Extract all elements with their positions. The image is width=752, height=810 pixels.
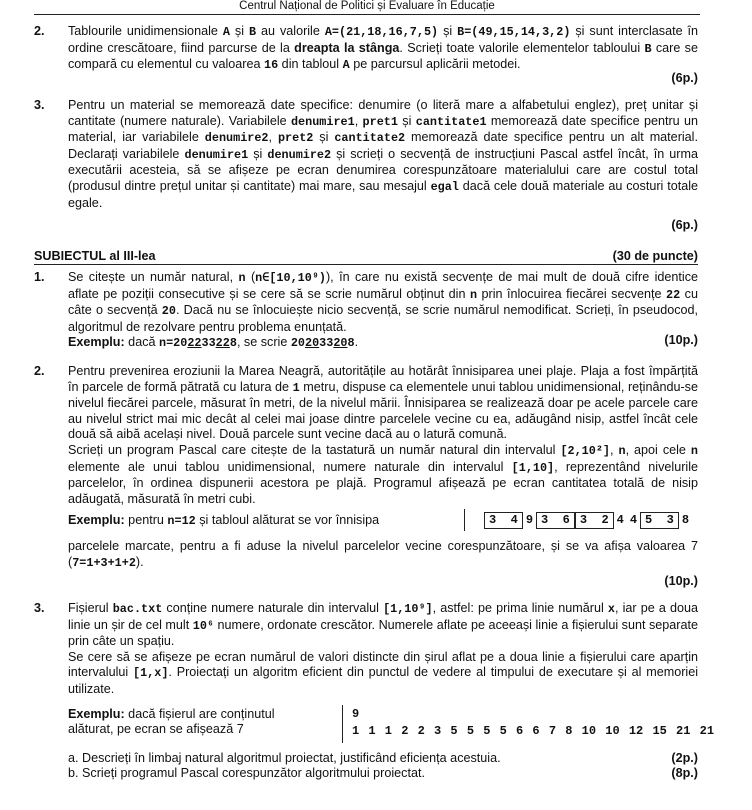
question-text: Pentru un material se memorează date specifice: denumire (o literă mare a alfabetului englez), preț unitar și cantitate (numere naturale). Variabilele denumire1, pret1 și cantitate1 memorează date specifice pentru un material, iar variabilele denumire2, pret2 și cantitate2 memorează date specifice pentru un alt material. Declarați variabilele denumire1 și denumire2 și scrieți o secvență de instrucțiuni Pascal astfel încât, în urma executării acesteia, să se afișeze pe ecran denumirea corespunzătoare materialului care are costul total (produsul dintre prețul unitar și cantitate) mai mare, sau mesajul egal dacă cele două materiale au costuri totale egale. [68,98,699,210]
question-number: 3. [34,98,45,112]
s3-question-3 [34,601,715,782]
points-badge: (10p.) [664,333,698,347]
question-text: Se citește un număr natural, n (n∈[10,10⁹)), în care nu există secvențe de mai mult de două cifre identice aflate pe poziții consecutive și se cere să se scrie numărul obținut din n prin înlocuirea fiecărei secvențe 22 cu câte o secvență 20. Dacă nu se înlocuiește nicio secvență, se scrie numărul nemodificat. Scrieți, în pseudocod, algoritmul de rezolvare pentru problema enunțată. [68,270,698,334]
question-number: 3. [34,601,45,615]
marked-parcel-pair: 3 2 [575,512,614,529]
subtask-b: b. Scrieți programul Pascal corespunzător algoritmului proiectat. (8p.) [68,766,698,781]
marked-parcel-pair: 3 6 [536,512,575,529]
parcel-array [484,512,692,529]
question-2 [34,24,699,85]
subtasks [68,751,698,782]
subtask-a: a. Descrieți în limbaj natural algoritmul proiectat, justificând eficiența acestuia. (2p.) [68,750,698,765]
parcel-cell: 9 [525,513,534,528]
question-text-2: Se cere să se afișeze pe ecran numărul de valori distincte din șirul aflat pe a doua linie a fișierului care aparțin intervalului [1,x]. Proiectați un algoritm eficient din punctul de vedere al timpului de executare și al memoriei utilizate. [68,649,699,696]
marked-parcel-pair: 5 3 [640,512,679,529]
question-number: 2. [34,364,45,378]
parcel-cell: 4 [629,513,638,528]
example-explanation: parcelele marcate, pentru a fi aduse la nivelul parcelelor vecine corespunzătoare, și se va afișa valoarea 7 (7=1+3+1+2). [68,539,698,570]
file-line-2: 1 1 1 2 2 3 5 5 5 5 6 6 7 8 10 10 12 15 21 21 [352,723,715,738]
section-title [34,249,698,265]
points-badge: (10p.) [664,574,698,588]
example-row [68,705,715,741]
question-number: 1. [34,270,45,284]
page-header: Centrul Național de Politici și Evaluare în Educație [34,0,700,15]
s3-question-1 [34,270,698,352]
question-text: Tablourile unidimensionale A și B au valorile A=(21,18,16,7,5) și B=(49,15,14,3,2) și sunt interclasate în ordine crescătoare, fiind parcurse de la dreapta la stânga. Scrieți toate valorile elementelor tabloului B care se compară cu elementul cu valoarea 16 din tabloul A pe parcursul aplicării metodei. [68,24,699,73]
question-text: Pentru prevenirea eroziunii la Marea Neagră, autoritățile au hotărât înnisiparea unei plaje. Plaja a fost împărțită în parcele de formă pătrată cu latura de 1 metru, dispuse ca elementele unui tablou unidimensional, reținându-se nivelul fiecărei parcele, măsurat în metri, de la nivelul mării. Înnisiparea se realizează doar pe acele parcele care au nivelul strict mai mic decât al celei mai joase dintre parcelele vecine cu ea, adăugând nisip, astfel încât cele două să aibă același nivel. Două parcele sunt vecine dacă au o latură comună. [68,364,698,442]
example-text: Exemplu: dacă fișierul are conținutul alăturat, pe ecran se afișează 7 [68,706,275,737]
marked-parcel-pair: 3 4 [484,512,523,529]
question-text-2: Scrieți un program Pascal care citește de la tastatură un număr natural din intervalul [2,10²], n, apoi cele n elemente ale unui tablou unidimensional, numere naturale din intervalul [1,10], reprezentând nivelurile parcelelor, în ordinea dispunerii acestora pe plajă. Programul afișează pe ecran cantitatea totală de nisip adăugată, măsurată în metri cubi. [68,442,698,506]
parcel-cell: 4 [616,513,624,528]
question-text: Fișierul bac.txt conține numere naturale din intervalul [1,10⁹], astfel: pe prima linie numărul x, iar pe a doua linie un șir de cel mult 10⁶ numere, ordonate crescător. Numerele aflate pe aceeași linie a fișierului sunt separate prin câte un spațiu. [68,601,698,649]
s3-question-2 [34,364,698,588]
points-badge: (6p.) [671,71,698,85]
example-row [68,511,698,533]
example-text: Exemplu: pentru n=12 și tabloul alăturat se vor înnisipa [68,513,380,529]
divider [342,705,343,743]
example-line: Exemplu: dacă n=202233228, se scrie 202033208. [68,335,359,351]
parcel-cell: 8 [681,513,690,528]
section-points: (30 de puncte) [612,249,698,263]
section-name: SUBIECTUL al III-lea [34,249,156,263]
file-contents [352,706,714,740]
question-number: 2. [34,24,45,38]
file-line-1: 9 [352,706,360,721]
points-badge: (6p.) [671,218,698,232]
question-3 [34,98,699,232]
divider [464,509,465,531]
